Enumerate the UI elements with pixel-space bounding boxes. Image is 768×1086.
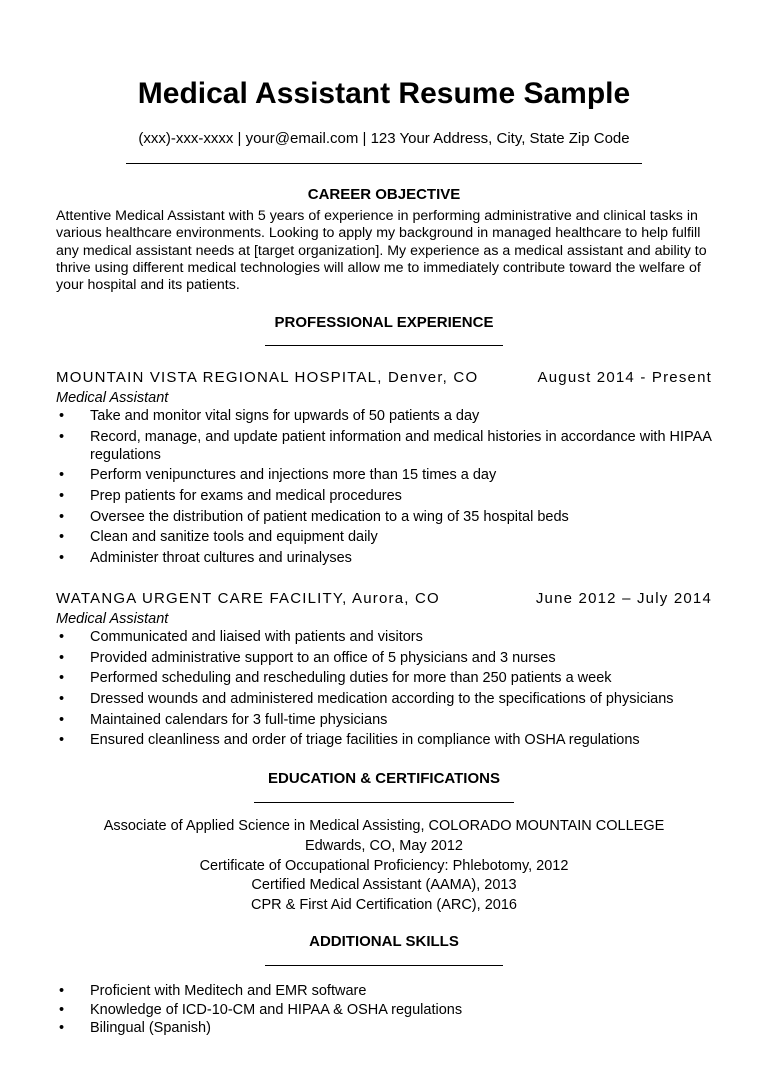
- education-line: Edwards, CO, May 2012: [305, 837, 463, 854]
- bullet-icon: •: [59, 711, 65, 728]
- bullet-icon: •: [59, 467, 65, 484]
- education-list: [0, 817, 768, 916]
- bullet-icon: •: [59, 983, 65, 999]
- contact-line: (xxx)-xxx-xxxx | your@email.com | 123 Your Address, City, State Zip Code: [138, 130, 630, 147]
- job-header: [56, 589, 712, 609]
- job-bullets: [56, 407, 716, 570]
- list-item: • Perform venipunctures and injections more than 15 times a day: [59, 467, 497, 484]
- list-item: • Provided administrative support to an office of 5 physicians and 3 nurses: [59, 649, 556, 666]
- education-heading-rule: [254, 802, 514, 803]
- bullet-icon: •: [59, 732, 65, 749]
- bullet-icon: •: [59, 629, 65, 645]
- education-heading: EDUCATION & CERTIFICATIONS: [268, 770, 500, 787]
- list-item: • Bilingual (Spanish): [59, 1020, 211, 1037]
- bullet-icon: •: [59, 691, 65, 708]
- job-employer: WATANGA URGENT CARE FACILITY, Aurora, CO: [56, 590, 440, 607]
- list-item: • Dressed wounds and administered medication according to the specifications of physicians: [59, 691, 674, 708]
- list-item: • Administer throat cultures and urinalyses: [59, 550, 352, 567]
- job-bullets: [56, 628, 716, 752]
- list-item: • Prep patients for exams and medical procedures: [59, 488, 402, 505]
- resume-title: Medical Assistant Resume Sample: [137, 77, 631, 110]
- bullet-icon: •: [59, 670, 65, 687]
- list-item: • Take and monitor vital signs for upwards of 50 patients a day: [59, 408, 480, 424]
- header-divider: [126, 163, 642, 164]
- bullet-icon: •: [59, 408, 65, 424]
- bullet-icon: •: [59, 550, 65, 567]
- list-item: • Communicated and liaised with patients and visitors: [59, 629, 423, 645]
- skills-heading: ADDITIONAL SKILLS: [309, 933, 459, 950]
- career-objective-heading: CAREER OBJECTIVE: [307, 186, 461, 203]
- job-dates: June 2012 – July 2014: [535, 590, 712, 607]
- job-role: Medical Assistant: [56, 611, 169, 627]
- job-header: [56, 368, 712, 388]
- bullet-icon: •: [59, 1001, 65, 1018]
- job-dates: August 2014 - Present: [537, 369, 712, 386]
- skills-heading-rule: [265, 965, 503, 966]
- bullet-icon: •: [59, 488, 65, 505]
- education-line: Certificate of Occupational Proficiency: Phlebotomy, 2012: [199, 857, 569, 874]
- list-item: • Oversee the distribution of patient medication to a wing of 35 hospital beds: [59, 508, 569, 525]
- list-item: • Knowledge of ICD-10-CM and HIPAA & OSHA regulations: [59, 1001, 463, 1018]
- education-line: Associate of Applied Science in Medical Assisting, COLORADO MOUNTAIN COLLEGE: [103, 818, 665, 834]
- education-line: CPR & First Aid Certification (ARC), 2016: [251, 897, 517, 914]
- career-objective-text: Attentive Medical Assistant with 5 years of experience in performing administrative and clinical tasks in various healthcare environments. Looking to apply my background in managed healthcare to help fulfill any medical assistant needs at [target organization]. My experience as a medical assistant and ability to thrive using different medical technologies will allow me to immediately contribute toward the welfare of your hospital and its patients.: [56, 208, 707, 294]
- list-item: • Maintained calendars for 3 full-time physicians: [59, 711, 388, 728]
- education-line: Certified Medical Assistant (AAMA), 2013: [251, 877, 517, 894]
- bullet-icon: •: [59, 508, 65, 525]
- job-role: Medical Assistant: [56, 390, 169, 406]
- list-item: • Clean and sanitize tools and equipment daily: [59, 529, 378, 546]
- bullet-icon: •: [59, 428, 65, 445]
- list-item: • Performed scheduling and rescheduling duties for more than 250 patients a week: [59, 670, 612, 687]
- skills-list: [56, 982, 716, 1038]
- bullet-icon: •: [59, 1020, 65, 1037]
- bullet-icon: •: [59, 649, 65, 666]
- experience-heading-rule: [265, 345, 503, 346]
- list-item: • Record, manage, and update patient information and medical histories in accordance with HIPAA regulations: [59, 428, 712, 463]
- bullet-icon: •: [59, 529, 65, 546]
- experience-heading: PROFESSIONAL EXPERIENCE: [274, 314, 494, 331]
- job-employer: MOUNTAIN VISTA REGIONAL HOSPITAL, Denver, CO: [56, 369, 479, 386]
- list-item: • Proficient with Meditech and EMR software: [59, 983, 367, 999]
- list-item: • Ensured cleanliness and order of triage facilities in compliance with OSHA regulations: [59, 732, 640, 749]
